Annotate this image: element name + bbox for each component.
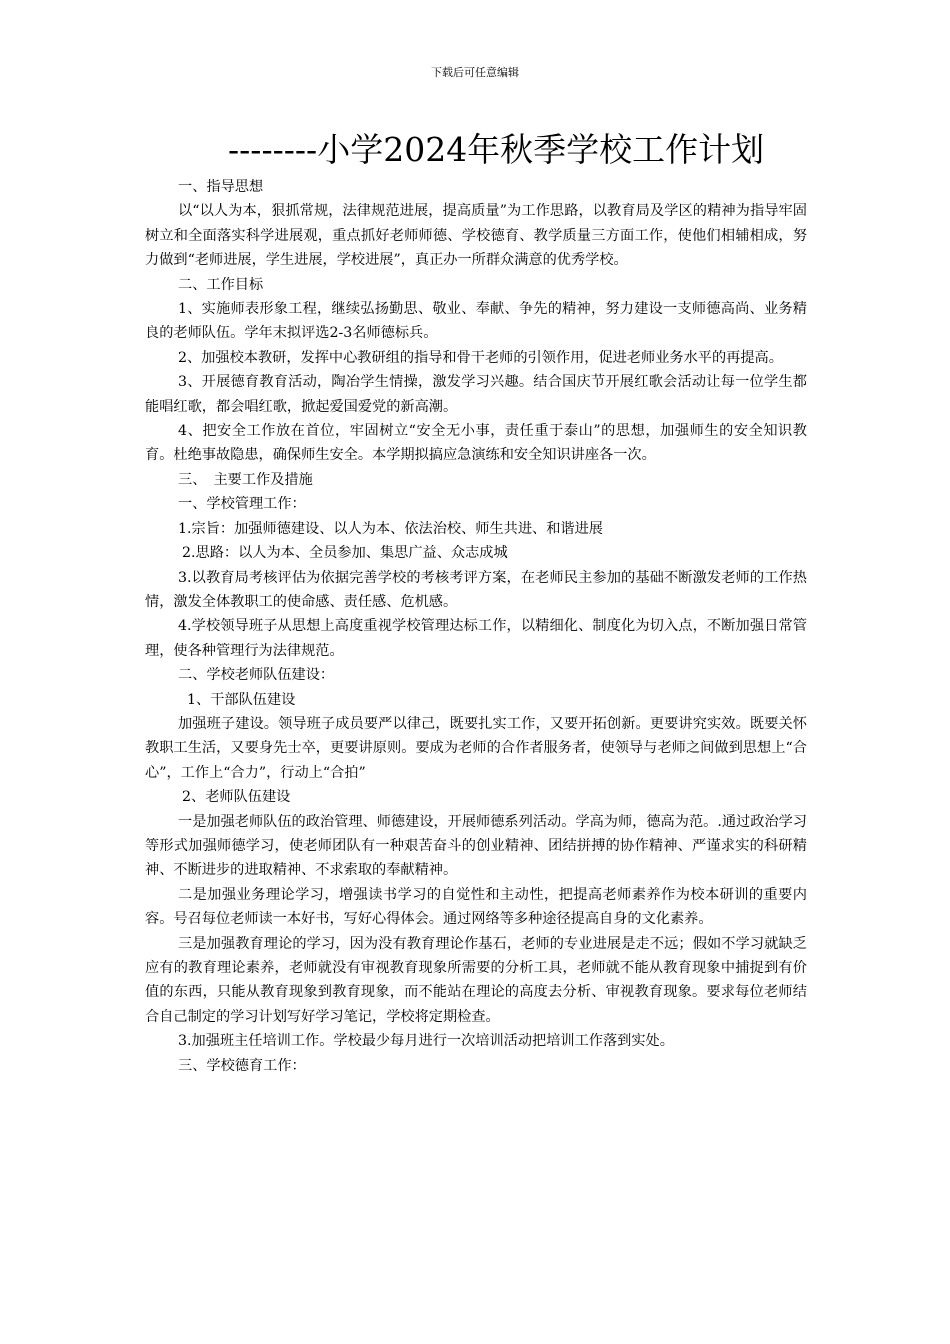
section-heading-work-goals: 二、工作目标 xyxy=(178,276,264,293)
management-item-3: 3.以教育局考核评估为依据完善学校的考核考评方案，在老师民主参加的基础不断激发老师的工作热情，激发全体教职工的使命感、责任感、危机感。 xyxy=(145,569,807,610)
paragraph-cadre-team: 加强班子建设。领导班子成员要严以律己，既要扎实工作，又要开拓创新。更要讲究实效。既要关怀教职工生活，又要身先士卒，更要讲原则。要成为老师的合作者服务者，使领导与老师之间做到思想上“合心”，工作上“合力”，行动上“合拍” xyxy=(145,715,807,781)
section-heading-main-work: 三、 主要工作及措施 xyxy=(178,471,313,488)
paragraph-class-teacher-training: 3.加强班主任培训工作。学校最少每月进行一次培训活动把培训工作落到实处。 xyxy=(178,1033,674,1050)
subheading-school-management: 一、学校管理工作： xyxy=(178,496,306,513)
header-note: 下载后可任意编辑 xyxy=(431,66,519,79)
management-item-2: 2.思路：以人为本、全员参加、集思广益、众志成城 xyxy=(182,545,508,562)
paragraph-teacher-point-3: 三是加强教育理论的学习，因为没有教育理论作基石，老师的专业进展是走不远；假如不学习就缺乏应有的教育理论素养，老师就没有审视教育现象所需要的分析工具，老师就不能从教育现象中捕捉到有价值的东西，只能从教育现象到教育现象，而不能站在理论的高度去分析、审视教育现象。要求每位老师结合自己制定的学习计划写好学习笔记，学校将定期检查。 xyxy=(145,935,807,1025)
paragraph-teacher-point-2: 二是加强业务理论学习，增强读书学习的自觉性和主动性，把提高老师素养作为校本研训的重要内容。号召每位老师读一本好书，写好心得体会。通过网络等多种途径提高自身的文化素养。 xyxy=(145,886,807,928)
goal-item-4: 4、把安全工作放在首位，牢固树立“安全无小事，责任重于泰山”的思想，加强师生的安全知识教育。杜绝事故隐患，确保师生安全。本学期拟搞应急演练和安全知识讲座各一次。 xyxy=(145,423,807,464)
goal-item-1: 1、实施师表形象工程，继续弘扬勤思、敬业、奉献、争先的精神，努力建设一支师德高尚、业务精良的老师队伍。学年末拟评选2-3名师德标兵。 xyxy=(145,301,807,342)
paragraph-teacher-point-1: 一是加强老师队伍的政治管理、师德建设，开展师德系列活动。学高为师，德高为范。.通过政治学习等形式加强师德学习，使老师团队有一种艰苦奋斗的创业精神、团结拼搏的协作精神、严谨求实的科研精神、不断进步的进取精神、不求索取的奉献精神。 xyxy=(145,813,807,879)
document-title: --------小学2024年秋季学校工作计划 xyxy=(228,130,765,169)
subheading-teacher-team: 二、学校老师队伍建设： xyxy=(178,667,335,684)
subheading-cadre-team: 1、干部队伍建设 xyxy=(187,691,296,708)
subheading-teacher-team-building: 2、老师队伍建设 xyxy=(182,789,291,806)
goal-item-2: 2、加强校本教研，发挥中心教研组的指导和骨干老师的引领作用，促进老师业务水平的再提高。 xyxy=(178,349,783,366)
management-item-4: 4.学校领导班子从思想上高度重视学校管理达标工作，以精细化、制度化为切入点，不断加强日常管理，使各种管理行为法律规范。 xyxy=(145,618,807,659)
goal-item-3: 3、开展德育教育活动，陶冶学生情操，激发学习兴趣。结合国庆节开展红歌会活动让每一位学生都能唱红歌，都会唱红歌，掀起爱国爱党的新高潮。 xyxy=(145,374,807,415)
paragraph-guiding-ideology: 以“以人为本，狠抓常规，法律规范进展，提高质量”为工作思路，以教育局及学区的精神为指导牢固树立和全面落实科学进展观，重点抓好老师师德、学校德育、教学质量三方面工作，使他们相辅相成，努力做到“老师进展，学生进展，学校进展”，真正办一所群众满意的优秀学校。 xyxy=(145,203,807,269)
document-body xyxy=(145,175,807,1078)
section-heading-guiding-ideology: 一、指导思想 xyxy=(178,179,264,195)
management-item-1: 1.宗旨：加强师德建设、以人为本、依法治校、师生共进、和谐进展 xyxy=(178,520,603,537)
subheading-moral-education: 三、学校德育工作： xyxy=(178,1057,306,1074)
